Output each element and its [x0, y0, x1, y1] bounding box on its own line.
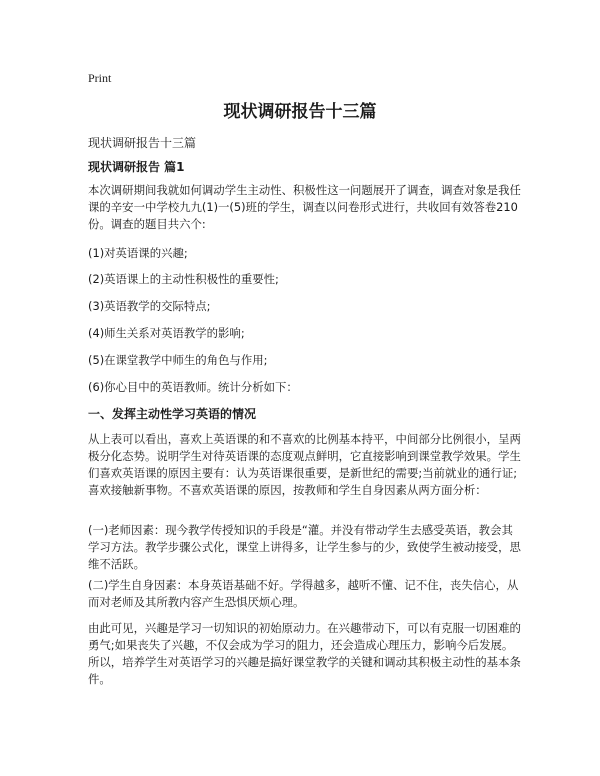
list-item: (1)对英语课的兴趣; [88, 246, 188, 260]
list-item: (4)师生关系对英语教学的影响; [88, 326, 245, 340]
page-title: 现状调研报告十三篇 [223, 102, 377, 122]
list-item: (2)英语课上的主动性积极性的重要性; [88, 272, 279, 286]
body-paragraph: 由此可见，兴趣是学习一切知识的初始原动力。在兴趣带动下，可以有克服一切困难的勇气;如果丧失了兴趣，不仅会成为学习的阻力，还会造成心理压力，影响今后发展。所以，培养学生对英语学习的兴趣是搞好课堂教学的关键和调动其积极主动性的基本条件。 [88, 621, 521, 686]
list-item: (3)英语教学的交际特点; [88, 299, 211, 313]
body-paragraph: (一)老师因素：现今教学传授知识的手段是“灌。并没有带动学生去感受英语，教会其学习方法。教学步骤公式化，课堂上讲得多，让学生参与的少，致使学生被动接受，思维不活跃。 [88, 523, 521, 571]
part-heading: 一、发挥主动性学习英语的情况 [88, 407, 257, 421]
section-heading: 现状调研报告 篇1 [88, 160, 185, 174]
body-paragraph: (二)学生自身因素：本身英语基础不好。学得越多，越听不懂、记不住，丧失信心，从而对老师及其所教内容产生恐惧厌烦心理。 [88, 578, 519, 609]
document-subtitle: 现状调研报告十三篇 [88, 136, 197, 150]
list-item: (5)在课堂教学中师生的角色与作用; [88, 353, 268, 367]
print-link[interactable]: Print [88, 71, 112, 85]
list-item: (6)你心目中的英语教师。统计分析如下： [88, 380, 298, 394]
intro-paragraph: 本次调研期间我就如何调动学生主动性、积极性这一问题展开了调查，调查对象是我任课的辛安一中学校九九(1)一(5)班的学生，调查以问卷形式进行，共收回有效答卷210份。调查的题目共六个: [88, 183, 521, 231]
body-paragraph: 从上表可以看出，喜欢上英语课的和不喜欢的比例基本持平，中间部分比例很小，呈两极分化态势。说明学生对待英语课的态度观点鲜明，它直接影响到课堂教学效果。学生们喜欢英语课的原因主要有：认为英语课很重要，是新世纪的需要;当前就业的通行证;喜欢接触新事物。不喜欢英语课的原因，按教师和学生自身因素从两方面分析： [88, 432, 521, 497]
